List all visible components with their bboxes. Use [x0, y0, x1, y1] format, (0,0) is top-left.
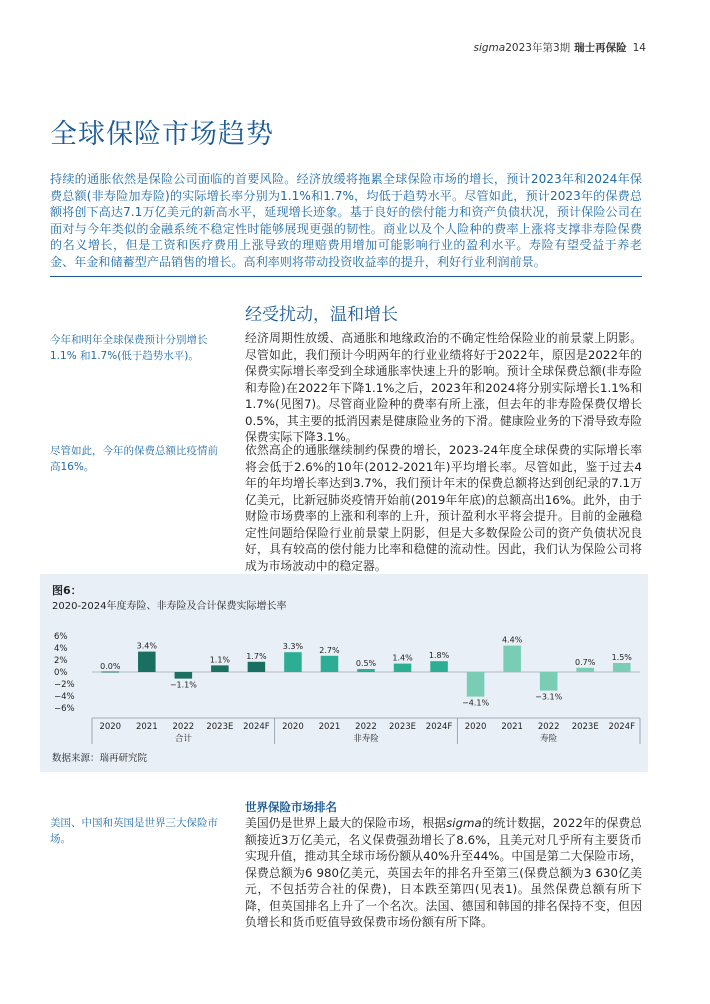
y-tick-label: 0% — [54, 668, 68, 678]
bar-value-label: 0.7% — [575, 657, 596, 667]
subsection-heading: 世界保险市场排名 — [245, 800, 337, 814]
bar-value-label: 4.4% — [501, 635, 523, 645]
x-tick-label: 2024F — [608, 722, 635, 732]
x-tick-label: 2023E — [571, 722, 599, 732]
bar — [357, 669, 375, 672]
x-tick-label: 2022 — [537, 722, 560, 732]
y-tick-label: −4% — [54, 692, 75, 702]
bar — [138, 652, 156, 672]
x-tick-label: 2022 — [172, 722, 195, 732]
bar — [430, 661, 448, 672]
bar — [175, 672, 193, 679]
figure-label: 图6： — [52, 584, 82, 597]
bar-value-label: 1.4% — [392, 653, 413, 663]
x-tick-label: 2021 — [135, 722, 158, 732]
running-header — [474, 40, 647, 55]
body-paragraph-2: 依然高企的通胀继续制约保费的增长，2023-24年度全球保费的实际增长率将会低于2.6%的10年(2012-2021年)平均增长率。尽管如此，鉴于过去4年的年均增长率达到3.7%，我们预计年末的保费总额将达到创纪录的7.1万亿美元，比新冠肺炎疫情开始前(2019年年底)的总额高出16%。此外，由于财险市场费率的上涨和利率的上升，预计盈利水平将会提升。目前的金融稳定性问题给保险行业前景蒙上阴影，但是大多数保险公司的资产负债状况良好，具有较高的偿付能力比率和稳健的流动性。因此，我们认为保险公司将成为市场波动中的稳定器。 — [245, 443, 642, 573]
issue-label: 2023年第3期 — [505, 42, 571, 54]
figure-box — [40, 574, 648, 772]
x-tick-label: 2023E — [389, 722, 417, 732]
x-tick-label: 2020 — [99, 722, 122, 732]
bar-value-label: 3.3% — [282, 642, 304, 652]
section-divider — [50, 276, 642, 277]
body-paragraph-1: 经济周期性放缓、高通胀和地缘政治的不确定性给保险业的前景蒙上阴影。尽管如此，我们预计今明两年的行业业绩将好于2022年，原因是2022年的保费实际增长率受到全球通胀率快速上升的影响。预计全球保费总额(非寿险和寿险)在2022年下降1.1%之后，2023年和2024将分别实际增长1.1%和1.7%(见图7)。尽管商业险种的费率有所上涨，但去年的非寿险保费仅增长0.5%，其主要的抵消因素是健康险业务的下滑。健康险业务的下滑导致寿险保费实际下降3.1%。 — [245, 331, 642, 444]
para-text-start: 美国仍是世界上最大的保险市场，根据 — [245, 816, 447, 830]
brand-name: 瑞士再保险 — [574, 42, 627, 54]
group-label: 非寿险 — [353, 734, 379, 744]
x-tick-label: 2020 — [282, 722, 304, 732]
bar-value-label: 0.5% — [355, 659, 377, 668]
bar — [467, 672, 485, 697]
bar-value-label: 1.7% — [246, 651, 267, 661]
body-paragraph-3 — [245, 815, 642, 931]
y-tick-label: −2% — [54, 680, 75, 690]
bar-value-label: 1.8% — [428, 651, 450, 661]
y-tick-label: 4% — [54, 644, 68, 654]
x-tick-label: 2023E — [206, 722, 234, 732]
bar-value-label: −3.1% — [535, 692, 563, 702]
bar — [394, 664, 412, 672]
bar-value-label: 1.1% — [209, 655, 231, 665]
bar-value-label: 1.5% — [611, 653, 632, 662]
sidenote-ranking: 美国、中国和英国是世界三大保险市场。 — [50, 817, 218, 845]
bar — [248, 662, 266, 672]
figure-subtitle: 2020-2024年度寿险、非寿险及合计保费实际增长率 — [52, 601, 287, 612]
lead-paragraph: 持续的通胀依然是保险公司面临的首要风险。经济放缓将拖累全球保险市场的增长，预计2023年和2024年保费总额(非寿险加寿险)的实际增长率分别为1.1%和1.7%，均低于趋势水平。尽管如此，预计2023年的保费总额将创下高达7.1万亿美元的新高水平，延现增长迹象。基于良好的偿付能力和资产负债状况，预计保险公司在面对与今年类似的金融系统不稳定性时能够展现更强的韧性。商业以及个人险种的费率上涨将支撑非寿险保费的名义增长，但是工资和医疗费用上涨导致的理赔费用增加可能影响行业的盈利水平。寿险有望受益于养老金、年金和储蓄型产品销售的增长。高利率则将带动投资收益率的提升，利好行业利润前景。 — [50, 172, 642, 269]
bar-value-label: 0.0% — [100, 662, 121, 671]
bar-value-label: −4.1% — [462, 698, 490, 708]
bar-chart — [40, 574, 648, 772]
x-tick-label: 2021 — [501, 722, 523, 732]
sidenote-growth: 今年和明年全球保费预计分别增长1.1% 和1.7%(低于趋势水平)。 — [50, 334, 208, 362]
group-label: 寿险 — [540, 734, 558, 744]
section-heading: 经受扰动，温和增长 — [245, 305, 398, 325]
x-tick-label: 2024F — [425, 722, 453, 732]
page-number: 14 — [632, 42, 646, 54]
x-tick-label: 2024F — [243, 722, 270, 732]
bar — [284, 652, 302, 672]
bar-value-label: 2.7% — [319, 645, 340, 655]
y-tick-label: 6% — [54, 632, 68, 642]
bar — [613, 663, 631, 672]
bar — [503, 646, 521, 672]
x-tick-label: 2022 — [355, 722, 377, 732]
page-title: 全球保险市场趋势 — [50, 119, 274, 150]
sigma-word: sigma — [446, 816, 482, 830]
bar-value-label: −1.1% — [169, 680, 197, 690]
group-label: 合计 — [174, 734, 192, 744]
x-tick-label: 2020 — [464, 722, 487, 732]
bar — [101, 672, 119, 673]
sidenote-premiums: 尽管如此，今年的保费总额比疫情前高16%。 — [50, 445, 218, 473]
publication-name: sigma — [473, 42, 506, 54]
para-text-end: 的统计数据，2022年的保费总额接近3万亿美元，名义保费强劲增长了8.6%，且美元对几乎所有主要货币实现升值，推动其全球市场份额从40%升至44%。中国是第二大保险市场，保费总额为6 980亿美元，英国去年的排名升至第三(保费总额为3 630亿美元，不包括劳合社的保费)，日本跌至第四(见表1)。虽然保费总额有所下降，但英国排名上升了一个名次。法国、德国和韩国的排名保持不变，但因负增长和货币贬值导致保费市场份额有所下降。 — [245, 816, 642, 929]
bar — [321, 656, 339, 672]
bar-value-label: 3.4% — [136, 641, 157, 651]
y-tick-label: −6% — [54, 704, 75, 714]
bar — [576, 668, 594, 672]
bar — [211, 665, 229, 672]
y-tick-label: 2% — [54, 656, 68, 666]
figure-source: 数据来源：瑞再研究院 — [52, 753, 148, 764]
x-tick-label: 2021 — [318, 722, 341, 732]
bar — [540, 672, 558, 691]
